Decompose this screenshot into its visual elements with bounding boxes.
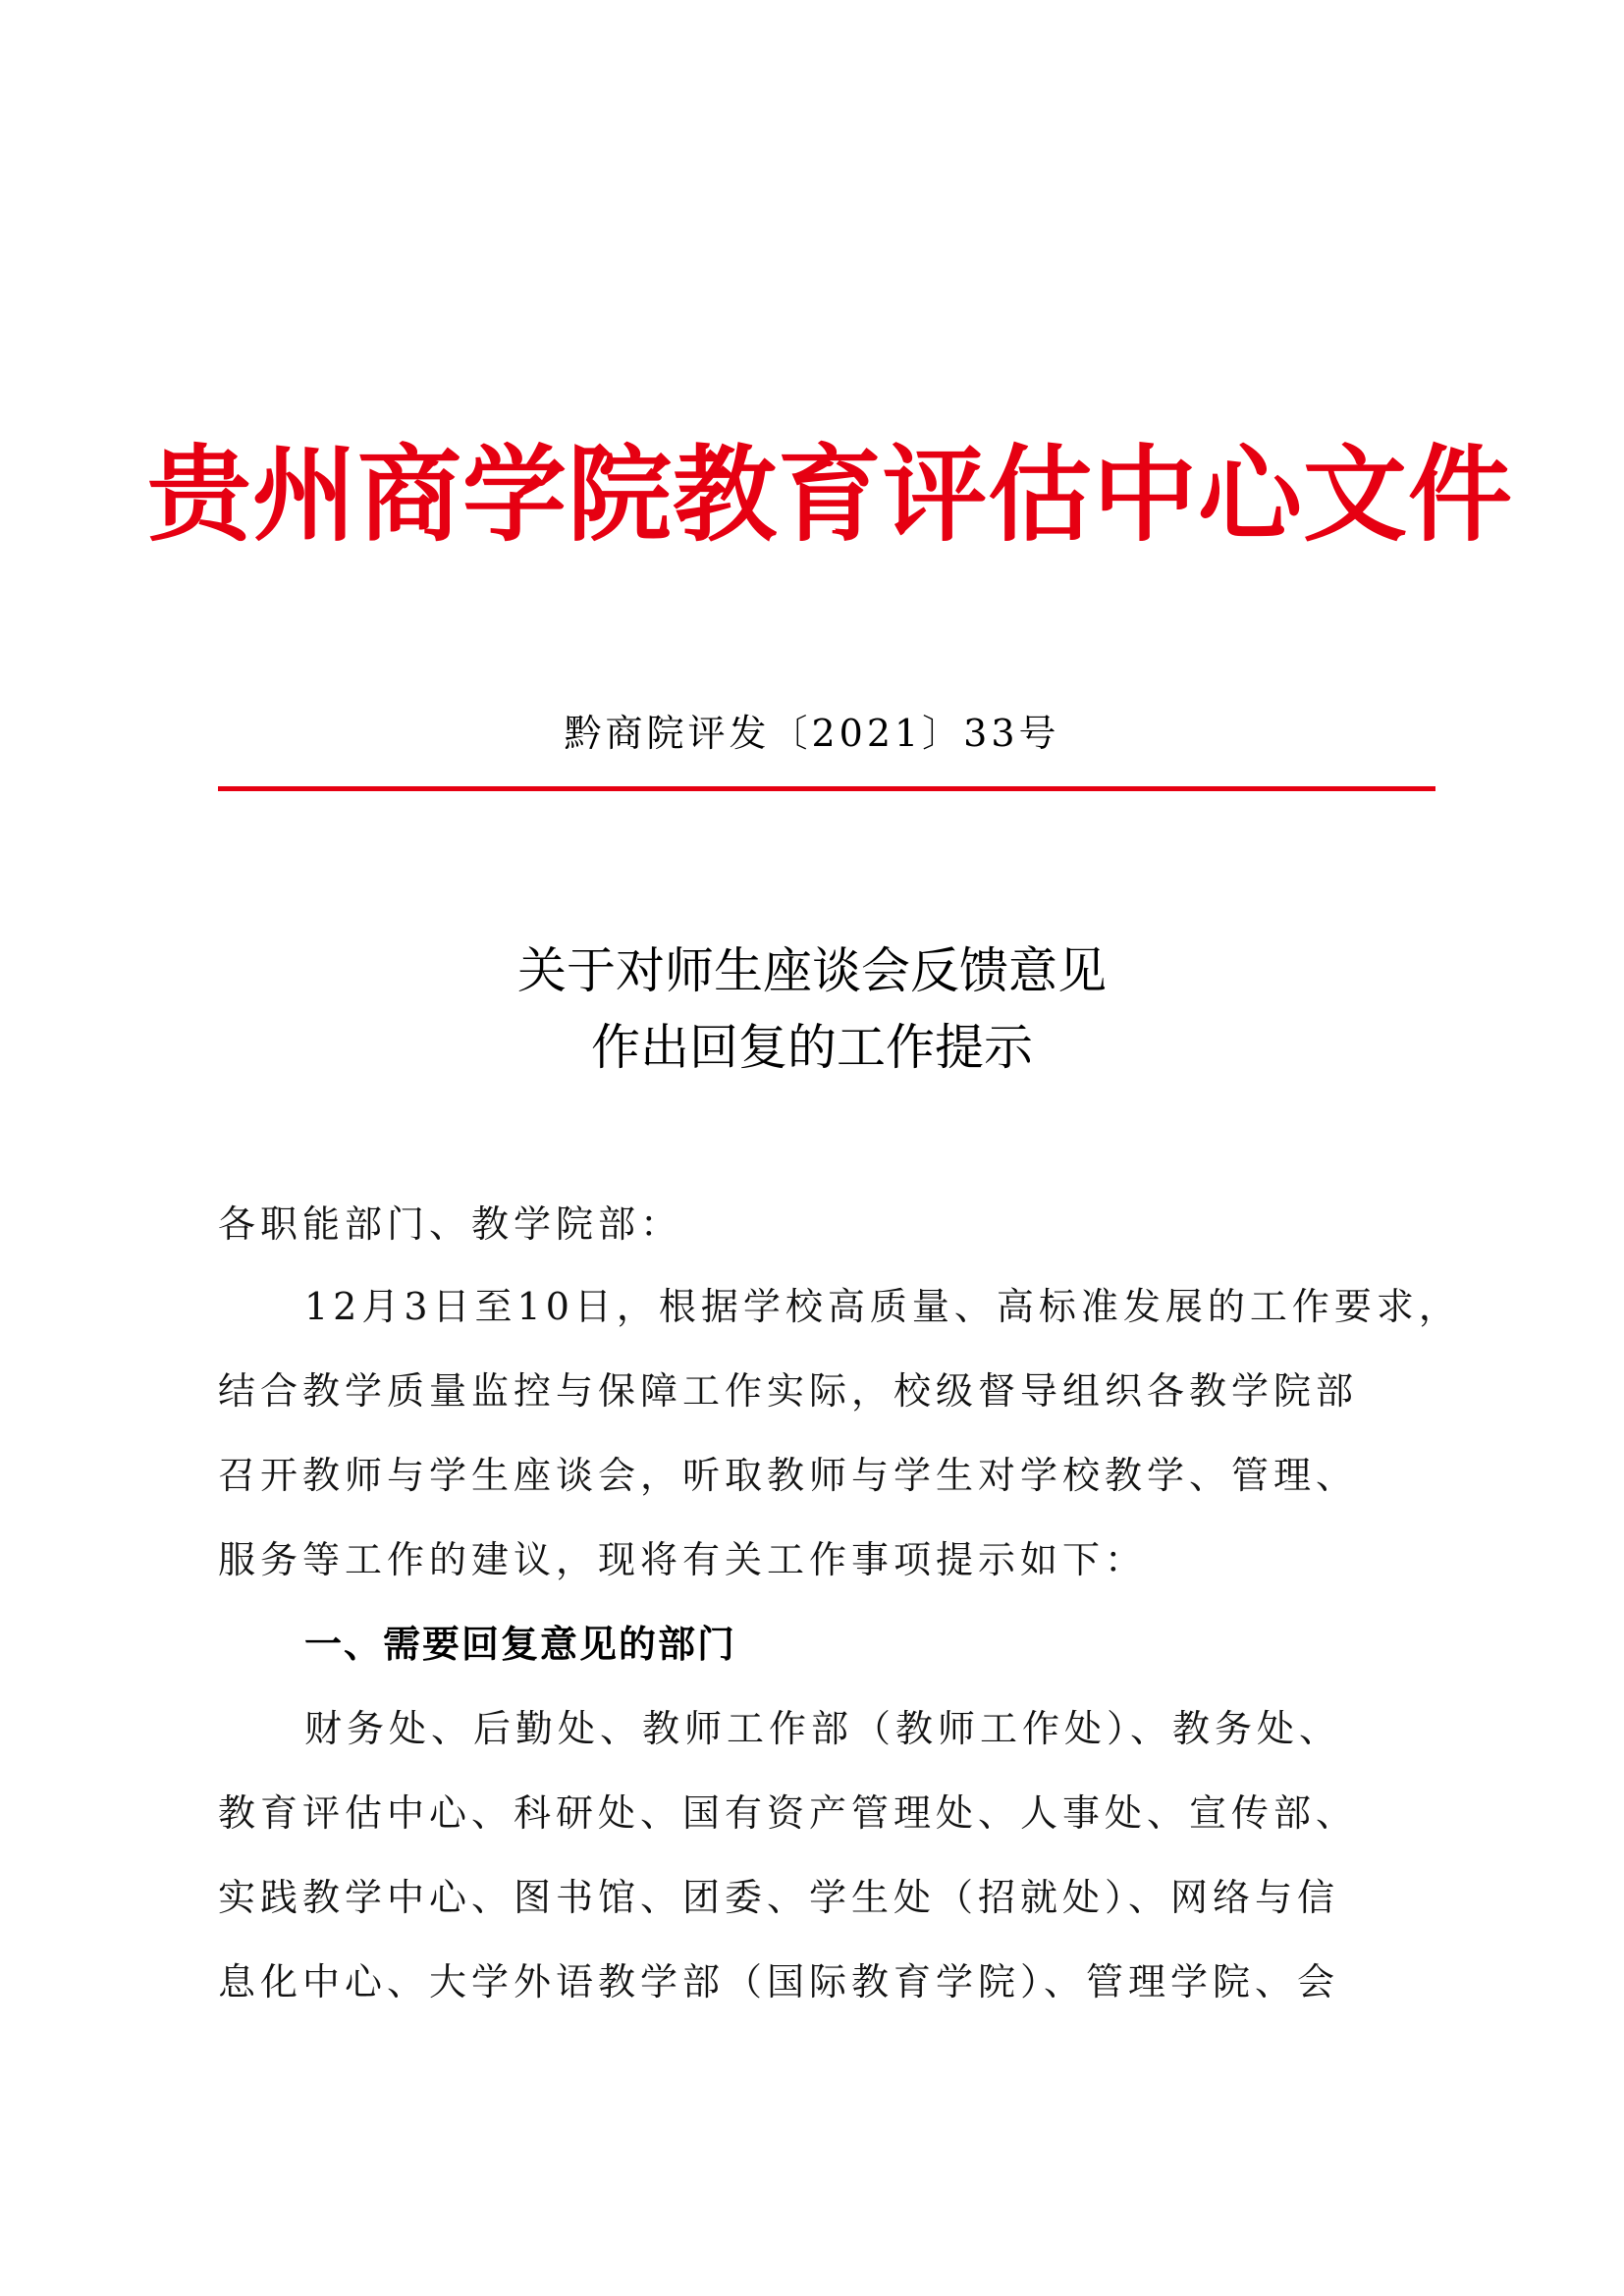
document-title-line-1: 关于对师生座谈会反馈意见 [517, 942, 1107, 999]
red-divider-line [218, 786, 1435, 791]
paragraph-2-line-3: 实践教学中心、图书馆、团委、学生处（招就处）、网络与信 [218, 1876, 1340, 1919]
document-number: 黔商院评发〔2021〕33号 [564, 712, 1060, 755]
document-title [147, 933, 1477, 1086]
paragraph-2-line-2: 教育评估中心、科研处、国有资产管理处、人事处、宣传部、 [218, 1791, 1359, 1835]
org-document-header: 贵州商学院教育评估中心文件 [147, 435, 1513, 556]
paragraph-2-line-1: 财务处、后勤处、教师工作部（教师工作处）、教务处、 [304, 1707, 1342, 1750]
document-title-line-2: 作出回复的工作提示 [591, 1019, 1033, 1076]
paragraph-1-line-3: 召开教师与学生座谈会，听取教师与学生对学校教学、管理、 [218, 1454, 1359, 1497]
paragraph-1-line-1: 12月3日至10日，根据学校高质量、高标准发展的工作要求， [304, 1285, 1461, 1328]
paragraph-1-line-4: 服务等工作的建议，现将有关工作事项提示如下： [218, 1538, 1148, 1581]
paragraph-2-line-4: 息化中心、大学外语教学部（国际教育学院）、管理学院、会 [218, 1960, 1340, 2003]
paragraph-1-line-2: 结合教学质量监控与保障工作实际，校级督导组织各教学院部 [218, 1369, 1359, 1413]
salutation: 各职能部门、教学院部： [218, 1202, 683, 1246]
section-1-heading: 一、需要回复意见的部门 [304, 1623, 737, 1666]
